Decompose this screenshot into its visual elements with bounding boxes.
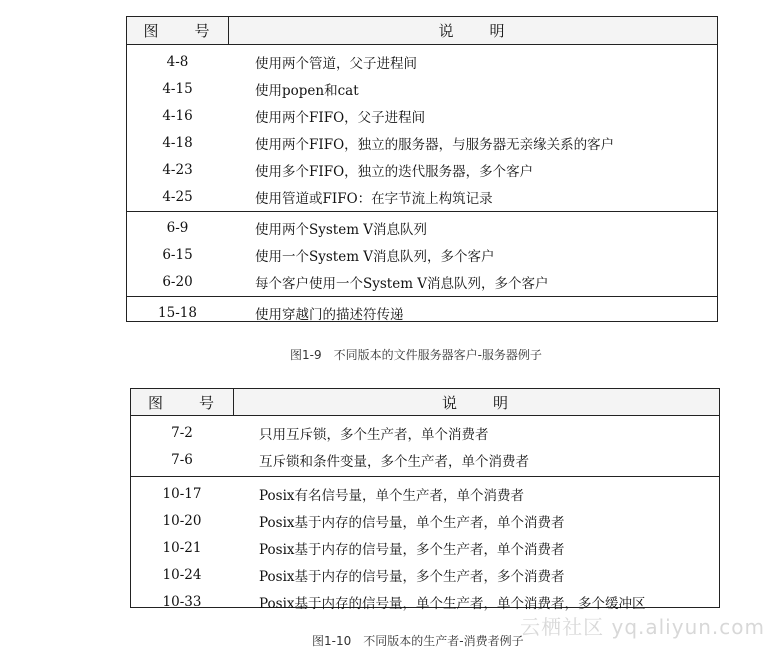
figure-number: 10-33 — [162, 593, 202, 610]
figure-caption: 图1-9 不同版本的文件服务器客户-服务器例子 — [290, 348, 542, 362]
description: 使用两个FIFO，父子进程间 — [255, 109, 426, 126]
table-row — [127, 268, 717, 295]
figure-number: 4-8 — [166, 53, 189, 70]
row-group — [131, 476, 719, 618]
figure-number: 4-15 — [162, 80, 193, 97]
row-group — [127, 211, 717, 296]
description: Posix基于内存的信号量，单个生产者，单个消费者，多个缓冲区 — [259, 595, 646, 612]
description: Posix基于内存的信号量，单个生产者，单个消费者 — [259, 514, 565, 531]
table-row — [127, 214, 717, 241]
table-row — [127, 75, 717, 102]
row-group — [127, 296, 717, 327]
figure-number: 15-18 — [158, 304, 197, 321]
table-row — [131, 507, 719, 534]
header-figure-number: 图 号 — [143, 22, 212, 40]
description: 每个客户使用一个System V消息队列，多个客户 — [255, 275, 549, 292]
description: 使用两个管道，父子进程间 — [255, 55, 417, 72]
table-row — [127, 299, 717, 326]
figure-number: 10-24 — [162, 566, 202, 583]
figure-number: 7-6 — [171, 451, 193, 468]
description: Posix基于内存的信号量，多个生产者，单个消费者 — [259, 541, 565, 558]
header-figure-number: 图 号 — [147, 393, 216, 412]
table-row — [131, 561, 719, 588]
table-row — [131, 534, 719, 561]
table-row — [127, 156, 717, 183]
figure-number: 6-9 — [166, 219, 189, 236]
table-producer-consumer-examples — [130, 388, 720, 612]
description: 使用两个System V消息队列 — [255, 221, 428, 238]
description: 使用穿越门的描述符传递 — [255, 306, 404, 323]
description: 使用管道或FIFO：在字节流上构筑记录 — [255, 190, 493, 207]
header-description: 说 明 — [441, 393, 510, 412]
description: 互斥锁和条件变量，多个生产者，单个消费者 — [259, 453, 529, 470]
table-row — [127, 48, 717, 75]
row-group — [131, 416, 719, 476]
table-row — [131, 446, 719, 473]
header-description: 说 明 — [438, 22, 507, 40]
table-row — [127, 183, 717, 210]
figure-number: 4-25 — [162, 188, 193, 205]
row-group — [127, 45, 717, 211]
figure-number: 6-15 — [162, 246, 193, 263]
description: Posix基于内存的信号量，多个生产者，多个消费者 — [259, 568, 565, 585]
table-body — [130, 416, 720, 612]
table-row — [127, 241, 717, 268]
description: 使用两个FIFO，独立的服务器，与服务器无亲缘关系的客户 — [255, 136, 615, 153]
figure-number: 4-18 — [162, 134, 193, 151]
figure-number: 10-20 — [162, 512, 202, 529]
figure-caption: 图1-10 不同版本的生产者-消费者例子 — [312, 634, 524, 648]
figure-number: 6-20 — [162, 273, 193, 290]
table-body — [126, 45, 718, 322]
table-row — [127, 129, 717, 156]
table-row — [131, 480, 719, 507]
figure-number: 7-2 — [171, 424, 193, 441]
figure-number: 4-16 — [162, 107, 193, 124]
figure-number: 10-21 — [162, 539, 202, 556]
table-header — [126, 16, 718, 45]
description: Posix有名信号量，单个生产者，单个消费者 — [259, 487, 525, 504]
description: 只用互斥锁，多个生产者，单个消费者 — [259, 426, 489, 443]
table-row — [131, 419, 719, 446]
description: 使用一个System V消息队列，多个客户 — [255, 248, 495, 265]
description: 使用多个FIFO，独立的迭代服务器，多个客户 — [255, 163, 534, 180]
figure-number: 10-17 — [162, 485, 202, 502]
watermark: 云栖社区 yq.aliyun.com — [520, 615, 765, 639]
description: 使用popen和cat — [255, 82, 359, 99]
table-row — [127, 102, 717, 129]
table-file-server-examples — [126, 16, 718, 322]
table-header — [130, 388, 720, 416]
figure-number: 4-23 — [162, 161, 193, 178]
